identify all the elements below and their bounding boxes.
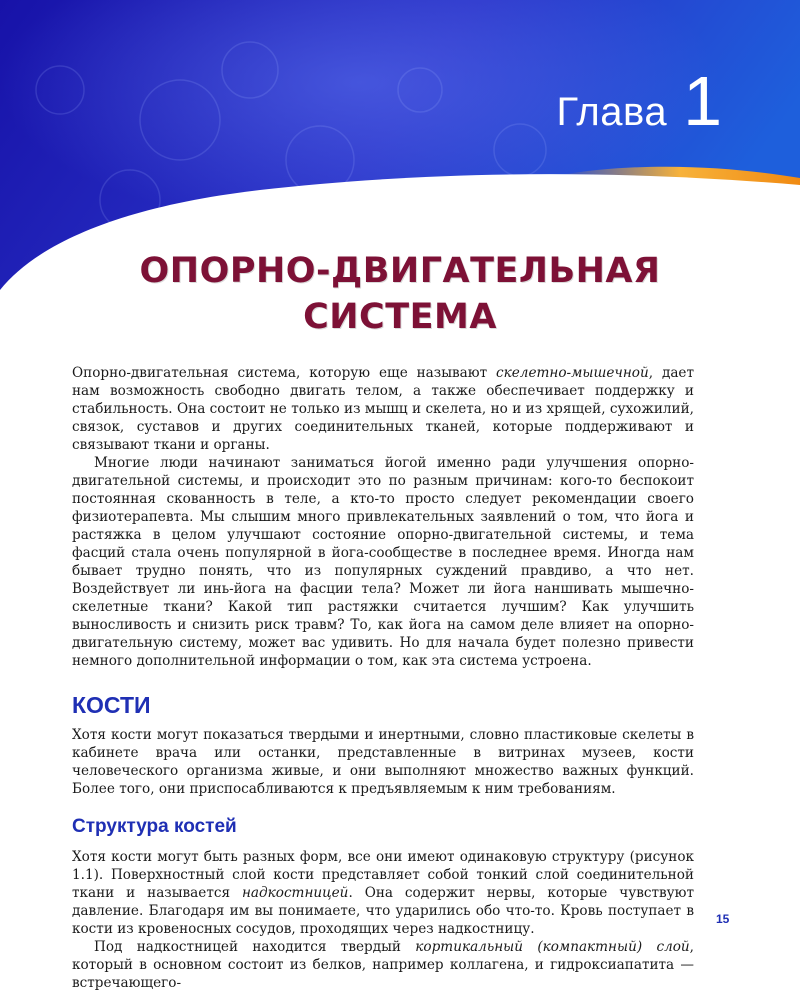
text-run: Опорно-двигательная система, которую еще называют — [72, 365, 497, 381]
intro-paragraph-2: Многие люди начинают заниматься йогой именно ради улучшения опорно-двигательной системы, и происходит это по разным причинам: кого-то беспокоит постоянная скованность в теле, а кто-то просто следует рекомендации своего физиотерапевта. Мы слышим много привлекательных заявлений о том, что йога и растяжка в целом улучшают состояние опорно-двигательной системы, и тема фасций стала очень популярной в йога-сообществе в последнее время. Иногда нам бывает трудно понять, что из популярных суждений правдиво, а что нет. Воздействует ли инь-йога на фасции тела? Может ли йога наншивать мышечно-скелетные ткани? Какой тип растяжки считается лучшим? Как улучшить выносливость и снизить риск травм? То, как йога на самом деле влияет на опорно-двигательную систему, может вас удивить. Но для начала будет полезно привести немного дополнительной информации о том, как эта система устроена. — [72, 455, 694, 669]
text-run: Под надкостницей находится твердый — [94, 939, 416, 955]
bones-paragraph-1: Хотя кости могут показаться твердыми и инертными, словно пластиковые скелеты в кабинете врача или останки, представленные в витринах музеев, кости человеческого организма живые, и они выполняют множество важных функций. Более того, они приспосабливаются к предъявляемым к ним требованиям. — [72, 727, 694, 797]
text-run: , который в основном состоит из белков, например коллагена, и гидроксиапатита — встречающего- — [72, 939, 694, 991]
chapter-title — [0, 248, 800, 340]
chapter-number: 1 — [683, 62, 722, 140]
intro-paragraph-1 — [72, 364, 694, 454]
structure-paragraph-1 — [72, 848, 694, 938]
chapter-label — [556, 62, 722, 140]
italic-term: надкостницей — [241, 885, 349, 901]
chapter-title-line1: ОПОРНО-ДВИГАТЕЛЬНАЯ — [139, 251, 661, 291]
structure-paragraph-2 — [72, 938, 694, 992]
text-run: . Она содержит нервы, которые чувствуют давление. Благодаря им вы понимаете, что ударились обо что-то. Кровь поступает в кости из кровеносных сосудов, проходящих через надкостницу. — [72, 885, 694, 937]
chapter-title-line2: СИСТЕМА — [303, 297, 497, 337]
section-heading-bones: КОСТИ — [72, 692, 151, 718]
body-text — [72, 364, 694, 992]
text-run: Хотя кости могут быть разных форм, все они имеют одинаковую структуру (рисунок 1.1). Поверхностный слой кости представляет собой тонкий слой соединительной ткани и называется — [72, 849, 694, 901]
page-number: 15 — [716, 912, 730, 926]
subsection-heading-bone-structure: Структура костей — [72, 816, 237, 837]
text-run: , дает нам возможность свободно двигать телом, а также обеспечивает поддержку и стабильность. Она состоит не только из мышц и скелета, но и из хрящей, сухожилий, связок, суставов и других соединительных тканей, которые поддерживают и связывают ткани и органы. — [72, 365, 694, 453]
italic-term: кортикальный (компактный) слой — [415, 939, 690, 955]
chapter-word: Глава — [556, 90, 668, 134]
italic-term: скелетно-мышечной — [496, 365, 649, 381]
